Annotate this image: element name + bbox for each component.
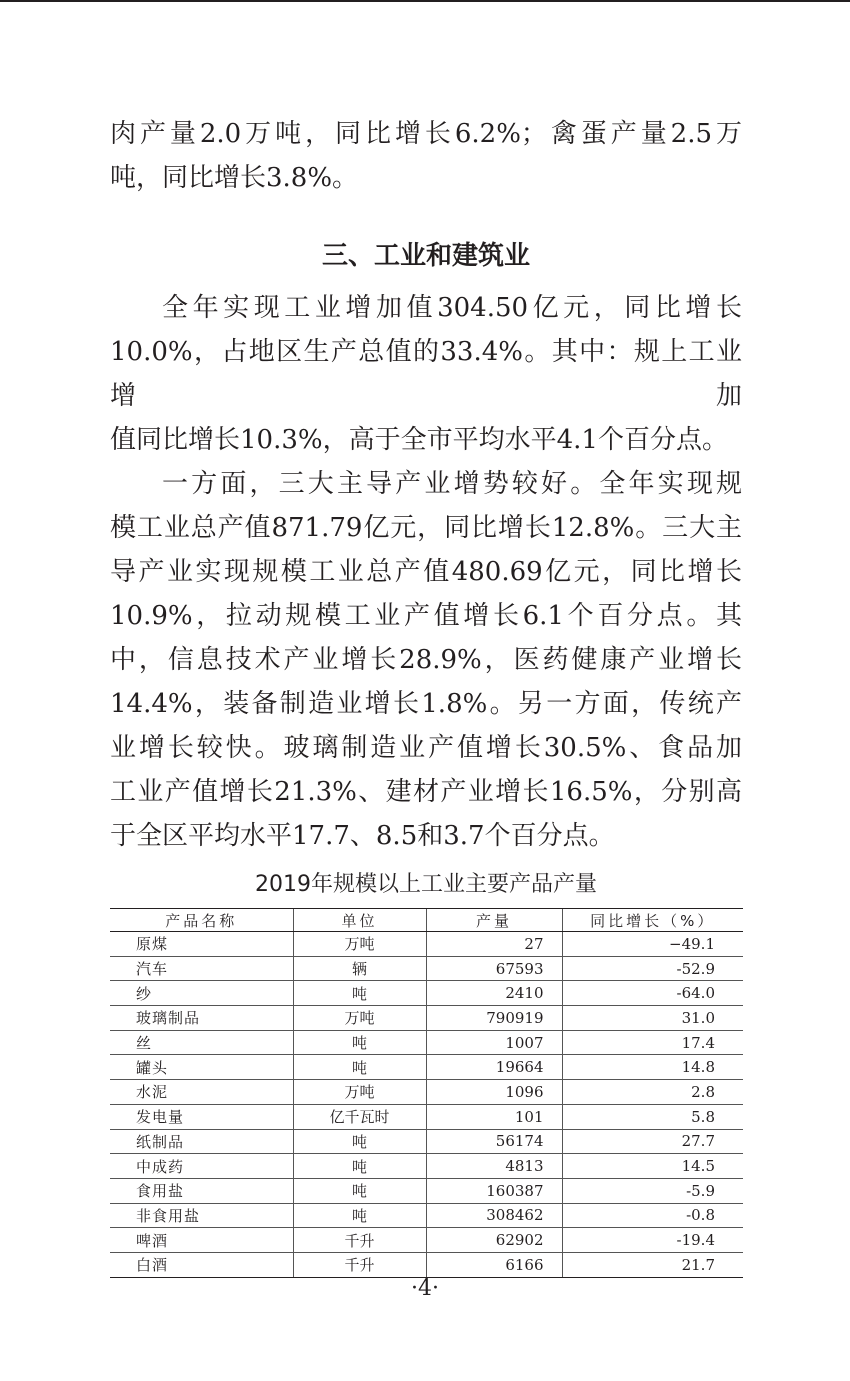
- product-growth: -52.9: [562, 956, 743, 981]
- product-name: 食用盐: [110, 1178, 293, 1203]
- product-unit: 万吨: [293, 932, 426, 957]
- table-row: [110, 1030, 743, 1055]
- intro-line-2: 吨，同比增长3.8%。: [110, 163, 359, 193]
- table-row: [110, 1080, 743, 1105]
- paragraph-line: 一方面，三大主导产业增势较好。全年实现规: [162, 469, 742, 499]
- product-unit: 吨: [293, 1154, 426, 1179]
- table-row: [110, 1228, 743, 1253]
- product-output: 160387: [426, 1178, 562, 1203]
- product-name: 罐头: [110, 1055, 293, 1080]
- product-unit: 吨: [293, 981, 426, 1006]
- products-table: [110, 908, 743, 1278]
- paragraph-line: 值同比增长10.3%，高于全市平均水平4.1个百分点。: [110, 425, 728, 455]
- table-row: [110, 1203, 743, 1228]
- intro-line-1: 肉产量2.0万吨，同比增长6.2%；禽蛋产量2.5万: [110, 119, 742, 149]
- paragraph-line: 工业产值增长21.3%、建材产业增长16.5%，分别高: [110, 777, 742, 807]
- page-number: ·4·: [411, 1276, 439, 1301]
- product-output: 62902: [426, 1228, 562, 1253]
- product-unit: 千升: [293, 1228, 426, 1253]
- product-growth: 27.7: [562, 1129, 743, 1154]
- product-unit: 万吨: [293, 1006, 426, 1031]
- product-output: 27: [426, 932, 562, 957]
- table-row: [110, 1006, 743, 1031]
- product-output: 1007: [426, 1030, 562, 1055]
- product-growth: 31.0: [562, 1006, 743, 1031]
- page-content: [110, 112, 742, 1278]
- product-growth: 5.8: [562, 1104, 743, 1129]
- header-output: 产量: [426, 909, 562, 932]
- product-name: 丝: [110, 1030, 293, 1055]
- paragraph-line: 于全区平均水平17.7、8.5和3.7个百分点。: [110, 821, 615, 851]
- top-rule: [0, 0, 850, 2]
- product-output: 1096: [426, 1080, 562, 1105]
- table-row: [110, 956, 743, 981]
- product-name: 纸制品: [110, 1129, 293, 1154]
- product-name: 中成药: [110, 1154, 293, 1179]
- product-name: 原煤: [110, 932, 293, 957]
- product-growth: 14.8: [562, 1055, 743, 1080]
- product-growth: -64.0: [562, 981, 743, 1006]
- product-unit: 吨: [293, 1203, 426, 1228]
- product-name: 啤酒: [110, 1228, 293, 1253]
- table-row: [110, 1252, 743, 1277]
- paragraph-line: 10.9%，拉动规模工业产值增长6.1个百分点。其: [110, 601, 742, 631]
- paragraph-line: 中，信息技术产业增长28.9%，医药健康产业增长: [110, 645, 742, 675]
- section-title: 三、工业和建筑业: [321, 241, 530, 271]
- paragraph-line: 10.0%，占地区生产总值的33.4%。其中：规上工业增加: [110, 337, 742, 411]
- product-name: 水泥: [110, 1080, 293, 1105]
- product-growth: 17.4: [562, 1030, 743, 1055]
- product-growth: 14.5: [562, 1154, 743, 1179]
- table-title: 2019年规模以上工业主要产品产量: [255, 872, 597, 897]
- product-growth: 21.7: [562, 1252, 743, 1277]
- paragraph-industry-value: [110, 286, 742, 462]
- product-unit: 吨: [293, 1030, 426, 1055]
- product-unit: 亿千瓦时: [293, 1104, 426, 1129]
- product-name: 白酒: [110, 1252, 293, 1277]
- product-output: 56174: [426, 1129, 562, 1154]
- product-unit: 万吨: [293, 1080, 426, 1105]
- table-row: [110, 1178, 743, 1203]
- product-name: 玻璃制品: [110, 1006, 293, 1031]
- product-name: 非食用盐: [110, 1203, 293, 1228]
- table-row: [110, 1129, 743, 1154]
- product-unit: 吨: [293, 1178, 426, 1203]
- product-output: 19664: [426, 1055, 562, 1080]
- product-output: 6166: [426, 1252, 562, 1277]
- product-growth: -5.9: [562, 1178, 743, 1203]
- paragraph-line: 模工业总产值871.79亿元，同比增长12.8%。三大主: [110, 513, 742, 543]
- header-product-name: 产品名称: [110, 909, 293, 932]
- table-row: [110, 1055, 743, 1080]
- table-header-row: [110, 909, 743, 932]
- product-output: 101: [426, 1104, 562, 1129]
- product-output: 308462: [426, 1203, 562, 1228]
- header-yoy-growth: 同比增长（%）: [562, 909, 743, 932]
- product-growth: -0.8: [562, 1203, 743, 1228]
- paragraph-line: 业增长较快。玻璃制造业产值增长30.5%、食品加: [110, 733, 742, 763]
- product-name: 发电量: [110, 1104, 293, 1129]
- product-output: 67593: [426, 956, 562, 981]
- table-row: [110, 981, 743, 1006]
- header-unit: 单位: [293, 909, 426, 932]
- product-name: 汽车: [110, 956, 293, 981]
- product-growth: 2.8: [562, 1080, 743, 1105]
- product-output: 790919: [426, 1006, 562, 1031]
- paragraph-leading-industries: [110, 462, 742, 858]
- product-name: 纱: [110, 981, 293, 1006]
- product-output: 2410: [426, 981, 562, 1006]
- product-unit: 辆: [293, 956, 426, 981]
- paragraph-line: 14.4%，装备制造业增长1.8%。另一方面，传统产: [110, 689, 742, 719]
- table-row: [110, 932, 743, 957]
- product-growth: −49.1: [562, 932, 743, 957]
- table-row: [110, 1154, 743, 1179]
- product-growth: -19.4: [562, 1228, 743, 1253]
- product-unit: 吨: [293, 1129, 426, 1154]
- product-unit: 千升: [293, 1252, 426, 1277]
- paragraph-line: 全年实现工业增加值304.50亿元，同比增长: [162, 293, 742, 323]
- paragraph-line: 导产业实现规模工业总产值480.69亿元，同比增长: [110, 557, 742, 587]
- product-output: 4813: [426, 1154, 562, 1179]
- table-row: [110, 1104, 743, 1129]
- product-unit: 吨: [293, 1055, 426, 1080]
